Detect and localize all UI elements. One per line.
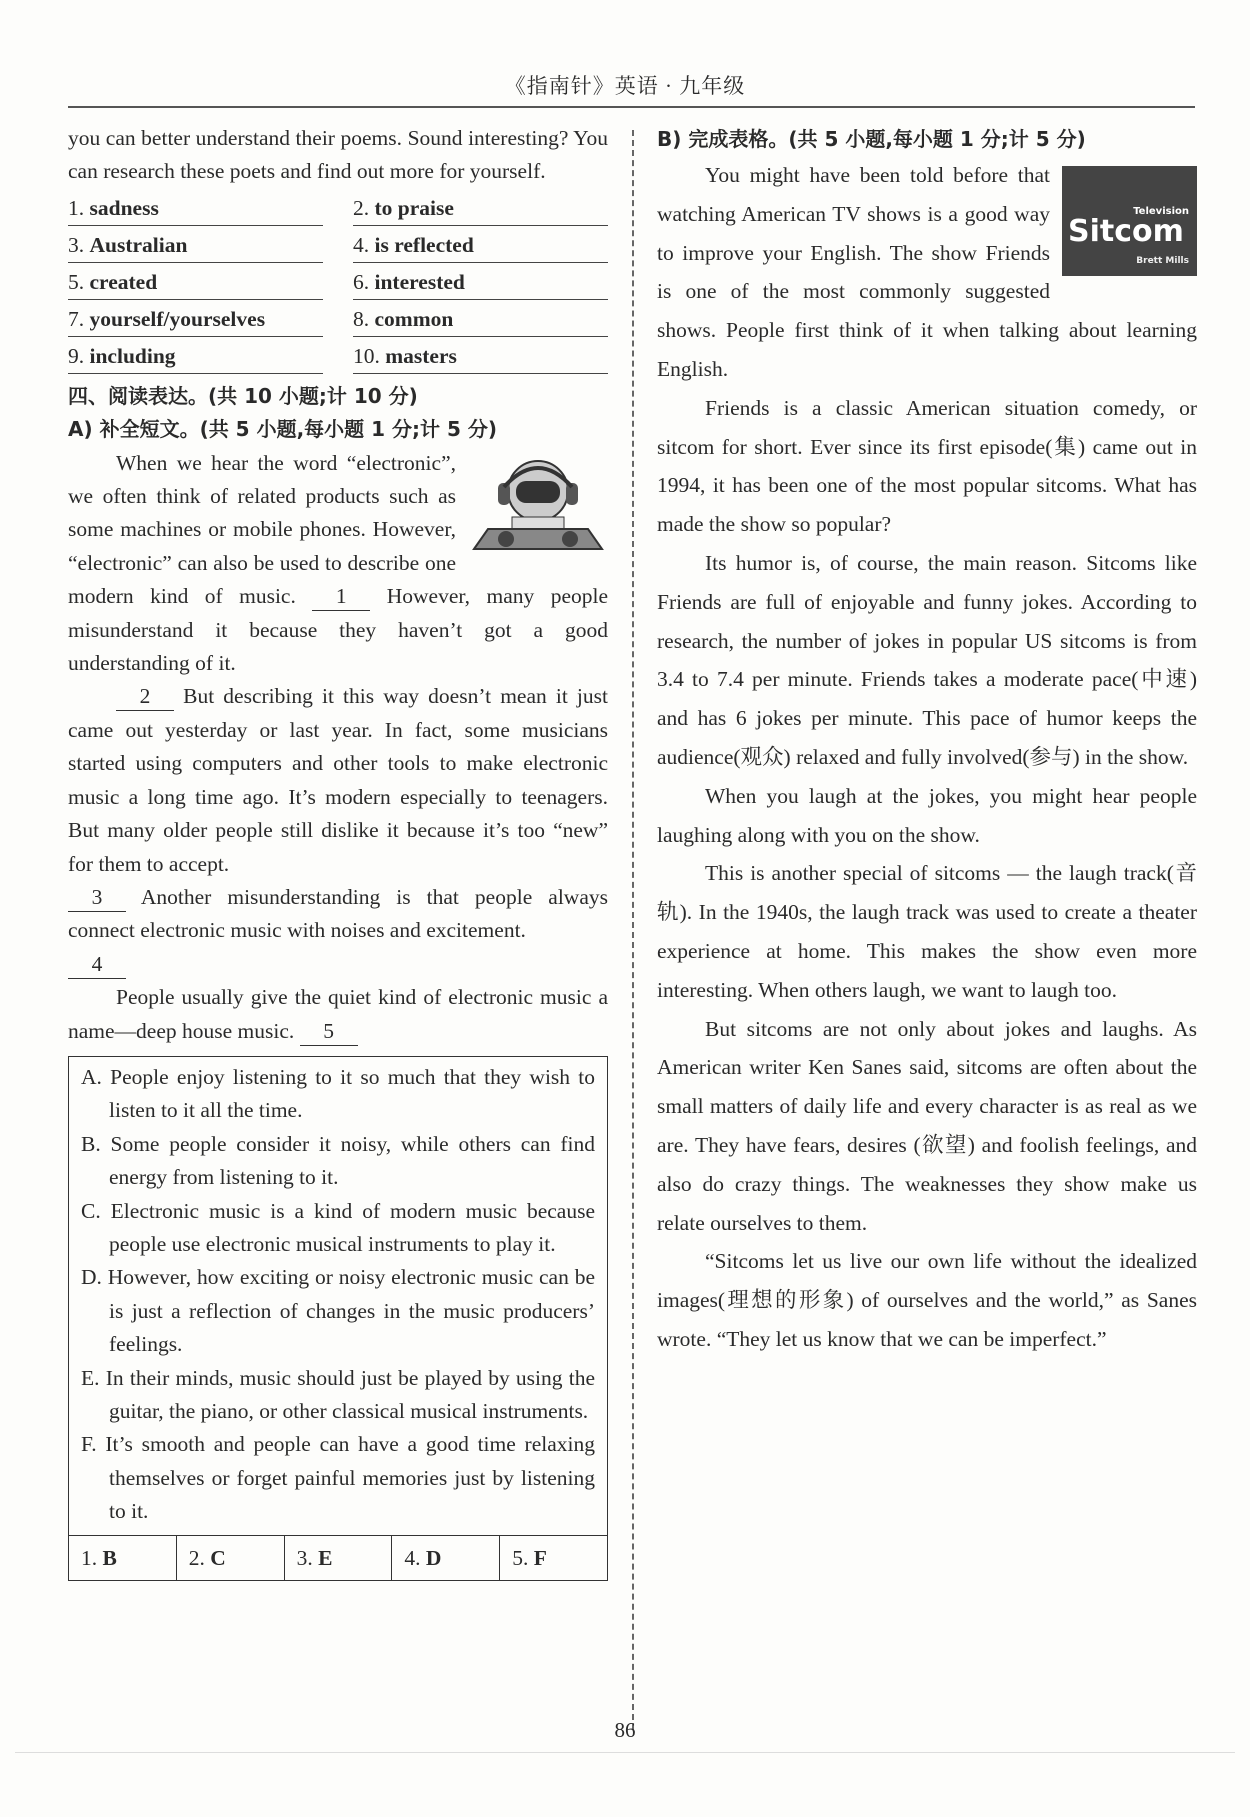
option-item: F. It’s smooth and people can have a good time relaxing themselves or forget painful memories just by listening to it. <box>81 1432 595 1524</box>
answer-row <box>68 300 608 337</box>
answer-cell: 8. common <box>353 300 608 337</box>
blank-1: 1 <box>312 582 370 611</box>
answer-cell: 9. including <box>68 337 323 374</box>
cover-author: Brett Mills <box>1136 256 1189 266</box>
answer-key-cell: 4. D <box>391 1536 499 1580</box>
paragraph-2: 2 But describing it this way doesn’t mean it just came out yesterday or last year. In fact, some musicians started using computers and other tools to make electronic music a long time ago. It’s modern especially to teenagers. But many older people still dislike it because it’s too “new” for them to accept. <box>68 684 608 876</box>
header-rule <box>68 106 1195 108</box>
answer-row <box>68 226 608 263</box>
option-item: B. Some people consider it noisy, while others can find energy from listening to it. <box>81 1131 595 1190</box>
dj-astronaut-illustration <box>468 453 608 563</box>
options-box <box>68 1056 608 1581</box>
answer-row <box>68 263 608 300</box>
answer-key-cell: 3. E <box>284 1536 392 1580</box>
right-column <box>657 122 1197 1359</box>
section-a-heading: A) 补全短文。(共 5 小题,每小题 1 分;计 5 分) <box>68 417 497 442</box>
column-divider <box>632 130 634 1730</box>
answer-row <box>68 337 608 374</box>
right-paragraph: You might have been told before that watching American TV shows is a good way to improve your English. The show Friends is one of the most commonly suggested shows. People first think of it when talking about learning English. <box>657 163 1197 381</box>
paragraph-3b <box>68 948 608 981</box>
option-item: A. People enjoy listening to it so much that they wish to listen to it all the time. <box>81 1064 595 1123</box>
page-header: 《指南针》英语 · 九年级 <box>504 74 746 98</box>
right-paragraph: This is another special of sitcoms — the laugh track(音轨). In the 1940s, the laugh track was used to create a theater experience at home. This makes the show even more interesting. When others laugh, we want to laugh too. <box>657 861 1197 1002</box>
footer-rule <box>15 1752 1235 1753</box>
paragraph-4: People usually give the quiet kind of electronic music a name—deep house music. 5 <box>68 981 608 1048</box>
right-paragraph: When you laugh at the jokes, you might hear people laughing along with you on the show. <box>657 783 1197 847</box>
section-4-heading: 四、阅读表达。(共 10 小题;计 10 分) <box>68 383 418 408</box>
right-paragraph: But sitcoms are not only about jokes and laughs. As American writer Ken Sanes said, sitcoms are often about the small matters of daily life and every character is as real as we are. They have fears, desires (欲望) and foolish feelings, and also do crazy things. The weaknesses they show make us relate ourselves to them. <box>657 1016 1197 1235</box>
blank-5: 5 <box>300 1017 358 1046</box>
answer-cell: 5. created <box>68 263 323 300</box>
answer-cell: 1. sadness <box>68 189 323 226</box>
cover-subtitle: Television <box>1133 206 1189 217</box>
right-paragraph: “Sitcoms let us live our own life without the idealized images(理想的形象) of ourselves and the world,” as Sanes wrote. “They let us know that we can be imperfect.” <box>657 1249 1197 1351</box>
option-item: D. However, how exciting or noisy electronic music can be is just a reflection of changes in the music producers’ feelings. <box>81 1265 596 1357</box>
right-paragraph: Its humor is, of course, the main reason. Sitcoms like Friends are full of enjoyable and funny jokes. According to research, the number of jokes in popular US sitcoms is from 3.4 to 7.4 per minute. Friends takes a moderate pace(中速) and has 6 jokes per minute. This pace of humor keeps the audience(观众) relaxed and fully involved(参与) in the show. <box>657 550 1197 769</box>
page-number: 86 <box>614 1718 636 1742</box>
answer-key-cell: 2. C <box>176 1536 284 1580</box>
answer-list <box>68 189 608 374</box>
answer-cell: 7. yourself/yourselves <box>68 300 323 337</box>
option-item: E. In their minds, music should just be played by using the guitar, the piano, or other classical musical instruments. <box>81 1365 596 1423</box>
answer-cell: 6. interested <box>353 263 608 300</box>
answer-row <box>68 189 608 226</box>
answer-key-cell: 5. F <box>499 1536 607 1580</box>
blank-2: 2 <box>116 682 174 711</box>
sitcom-book-cover <box>1062 166 1197 276</box>
paragraph-1: When we hear the word “electronic”, we often think of related products such as some machines or mobile phones. However, “electronic” can also be used to describe one modern kind of music. 1 However, many people misunderstand it because they haven’t got a good understanding of it. <box>68 450 608 676</box>
answer-cell: 10. masters <box>353 337 608 374</box>
option-item: C. Electronic music is a kind of modern music because people use electronic musical instruments to play it. <box>81 1198 595 1256</box>
right-paragraph: Friends is a classic American situation comedy, or sitcom for short. Ever since its first episode(集) came out in 1994, it has been one of the most popular sitcoms. What has made the show so popular? <box>657 395 1197 537</box>
blank-3: 3 <box>68 883 126 912</box>
answer-cell: 4. is reflected <box>353 226 608 263</box>
answer-cell: 3. Australian <box>68 226 323 263</box>
section-b-heading: B) 完成表格。(共 5 小题,每小题 1 分;计 5 分) <box>657 127 1086 151</box>
answer-key-cell: 1. B <box>81 1545 117 1570</box>
intro-paragraph: you can better understand their poems. Sound interesting? You can research these poets and find out more for yourself. <box>68 126 608 184</box>
paragraph-3: 3 Another misunderstanding is that people always connect electronic music with noises and excitement. <box>68 884 608 943</box>
answer-key-table <box>69 1535 607 1580</box>
blank-4: 4 <box>68 950 126 979</box>
answer-cell: 2. to praise <box>353 189 608 226</box>
left-column <box>68 122 608 1581</box>
cover-title: Sitcom <box>1068 214 1184 249</box>
